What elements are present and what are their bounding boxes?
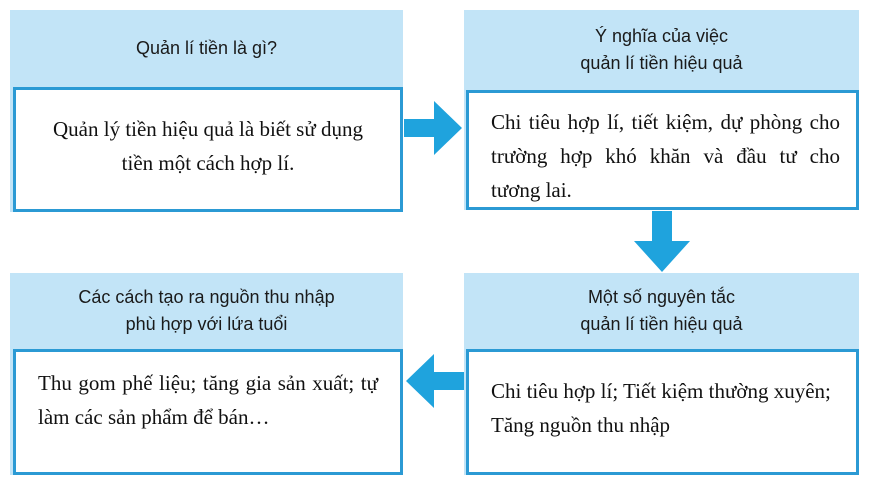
panel-what-is-money-management <box>10 10 403 212</box>
panel-heading: Các cách tạo ra nguồn thu nhập phù hợp với lứa tuổi <box>78 287 335 334</box>
panel-ways-to-earn-income <box>10 273 403 475</box>
panel-heading: Một số nguyên tắc quản lí tiền hiệu quả <box>580 287 743 334</box>
panel-body: Quản lý tiền hiệu quả là biết sử dụng tiền một cách hợp lí. <box>13 87 403 212</box>
panel-body: Chi tiêu hợp lí, tiết kiệm, dự phòng cho trường hợp khó khăn và đầu tư cho tương lai. <box>466 90 859 210</box>
panel-meaning-of-money-management <box>464 10 859 210</box>
panel-body: Thu gom phế liệu; tăng gia sản xuất; tự làm các sản phẩm để bán… <box>13 349 403 475</box>
panel-principles-of-money-management <box>464 273 859 475</box>
panel-heading: Quản lí tiền là gì? <box>135 37 278 58</box>
arrow-left-icon <box>404 352 464 410</box>
panel-heading: Ý nghĩa của việc quản lí tiền hiệu quả <box>580 26 743 73</box>
arrow-down-icon <box>633 211 691 273</box>
panel-body: Chi tiêu hợp lí; Tiết kiệm thường xuyên; Tăng nguồn thu nhập <box>466 349 859 475</box>
arrow-right-icon <box>404 99 464 157</box>
